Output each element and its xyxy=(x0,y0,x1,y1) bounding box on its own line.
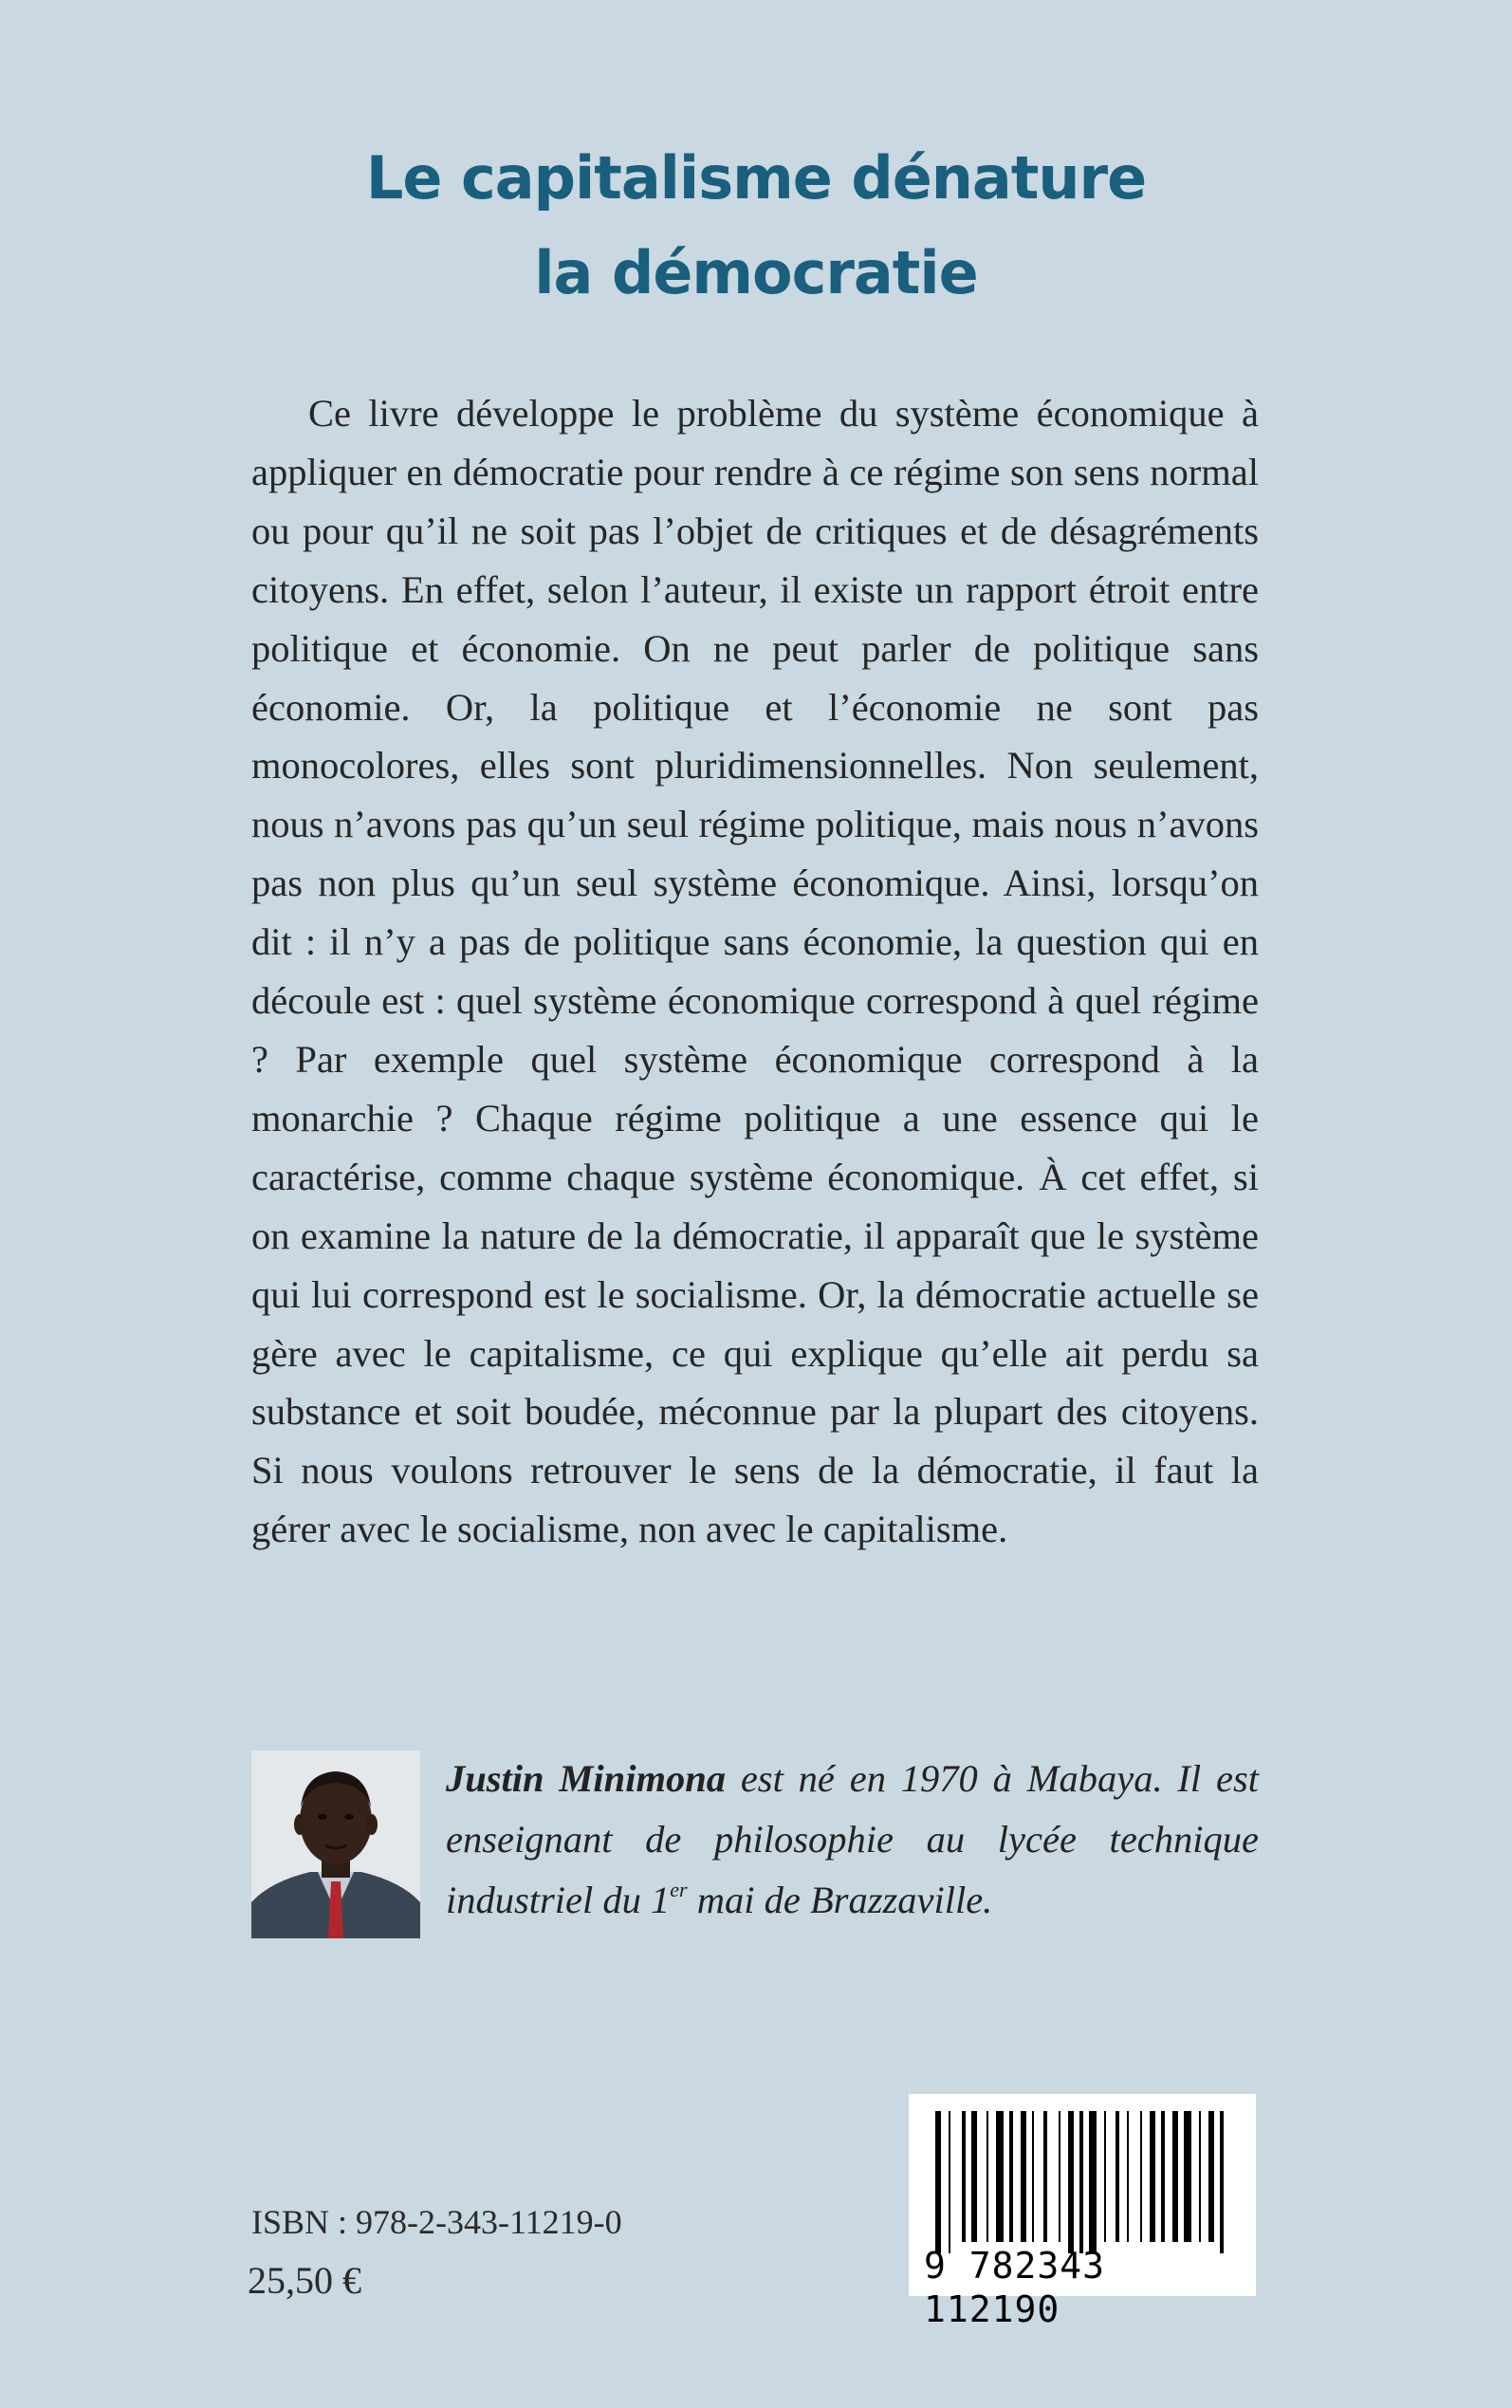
price: 25,50 € xyxy=(248,2259,361,2302)
book-title-line-1: Le capitalisme dénature xyxy=(365,143,1147,213)
author-bio-text-end: mai de Brazzaville. xyxy=(687,1879,993,1921)
book-title-line-2: la démocratie xyxy=(534,238,978,307)
book-title xyxy=(0,131,1512,321)
isbn: ISBN : 978-2-343-11219-0 xyxy=(251,2203,622,2241)
barcode xyxy=(909,2094,1256,2330)
barcode-digits: 9 782343 112190 xyxy=(924,2245,1106,2330)
book-blurb: Ce livre développe le problème du système économique à appliquer en démocratie pour rendre à ce régime son sens normal ou pour qu’il ne soit pas l’objet de critiques et de désagréments citoyens. En effet, selon l’auteur, il existe un rapport étroit entre politique et économie. On ne peut parler de politique sans économie. Or, la politique et l’économie ne sont pas monocolores, elles sont pluridimensionnelles. Non seulement, nous n’avons pas qu’un seul régime politique, mais nous n’avons pas non plus qu’un seul système économique. Ainsi, lorsqu’on dit : il n’y a pas de politique sans économie, la question qui en découle est : quel système économique correspond à quel régime ? Par exemple quel système économique correspond à la monarchie ? Chaque régime politique a une essence qui le caractérise, comme chaque système économique. À cet effet, si on examine la nature de la démocratie, il apparaît que le système qui lui correspond est le socialisme. Or, la démocratie actuelle se gère avec le capitalisme, ce qui explique qu’elle ait perdu sa substance et soit boudée, méconnue par la plupart des citoyens. Si nous voulons retrouver le sens de la démocratie, il faut la gérer avec le socialisme, non avec le capitalisme. xyxy=(251,392,1259,1551)
author-bio xyxy=(446,1749,1259,1931)
author-bio-superscript: er xyxy=(670,1878,688,1901)
author-bio-text: est né en 1970 à Mabaya. Il est enseignant de philosophie au lycée technique industriel du 1 xyxy=(446,1757,1259,1921)
author-name: Justin Minimona xyxy=(446,1757,726,1800)
author-portrait-image xyxy=(251,1750,420,1938)
author-photo xyxy=(251,1750,420,1938)
